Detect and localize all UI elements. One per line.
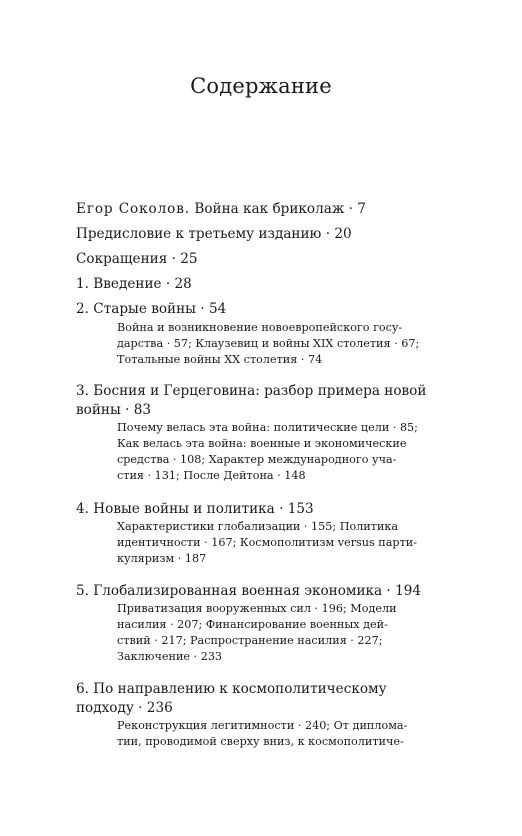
subentry-line: тии, проводимой сверху вниз, к космополитиче- [117,735,404,748]
toc-entry-line: подходу · 236 [76,700,173,716]
toc-entry-line: 6. По направлению к космополитическому [76,681,387,697]
subentry-line: средства · 108; Характер международного уча- [117,453,397,466]
subentry-line: стия · 131; После Дейтона · 148 [117,469,306,482]
subentry-line: Реконструкция легитимности · 240; От диплома- [117,719,408,732]
subentry-line: дарства · 57; Клаузевиц и войны XIX столетия · 67; [117,337,420,350]
subentry-line: Тотальные войны XX столетия · 74 [117,353,323,366]
toc-entry-chapter-4[interactable]: 4. Новые войны и политика · 153 [76,501,314,517]
subentry-line: Приватизация вооруженных сил · 196; Модели [117,602,397,615]
toc-entry-author: Егор Соколов. [76,201,191,217]
page-title: Содержание [190,74,332,98]
subentry-line: ствий · 217; Распространение насилия · 227; [117,634,383,647]
toc-entry-preface[interactable]: Предисловие к третьему изданию · 20 [76,226,352,242]
toc-subentries-chapter-3 [117,420,443,484]
subentry-line: куляризм · 187 [117,552,207,565]
subentry-line: Заключение · 233 [117,650,223,663]
subentry-line: Характеристики глобализации · 155; Политика [117,520,399,533]
subentry-line: насилия · 207; Финансирование военных дей- [117,618,388,631]
toc-subentries-chapter-6 [117,718,443,750]
toc-subentries-chapter-4 [117,519,443,567]
toc-entry-chapter-2[interactable]: 2. Старые войны · 54 [76,301,227,317]
toc-entry-abbreviations[interactable]: Сокращения · 25 [76,251,198,267]
subentry-line: идентичности · 167; Космополитизм versus парти- [117,536,418,549]
toc-entry-chapter-5[interactable]: 5. Глобализированная военная экономика · 194 [76,583,422,599]
subentry-line: Почему велась эта война: политические цели · 85; [117,421,418,434]
toc-entry-line: 3. Босния и Герцеговина: разбор примера новой [76,383,427,399]
toc-entry-chapter-3[interactable] [76,382,438,420]
subentry-line: Война и возникновение новоевропейского госу- [117,321,403,334]
subentry-line: Как велась эта война: военные и экономические [117,437,407,450]
toc-entry-chapter-6[interactable] [76,680,438,718]
toc-entry-sokolov[interactable] [76,200,438,219]
toc-entry-line: войны · 83 [76,402,152,418]
toc-subentries-chapter-5 [117,601,443,665]
toc-entry-chapter-1[interactable]: 1. Введение · 28 [76,276,192,292]
toc-subentries-chapter-2 [117,320,443,368]
toc-entry-title: Война как бриколаж · 7 [190,201,366,217]
